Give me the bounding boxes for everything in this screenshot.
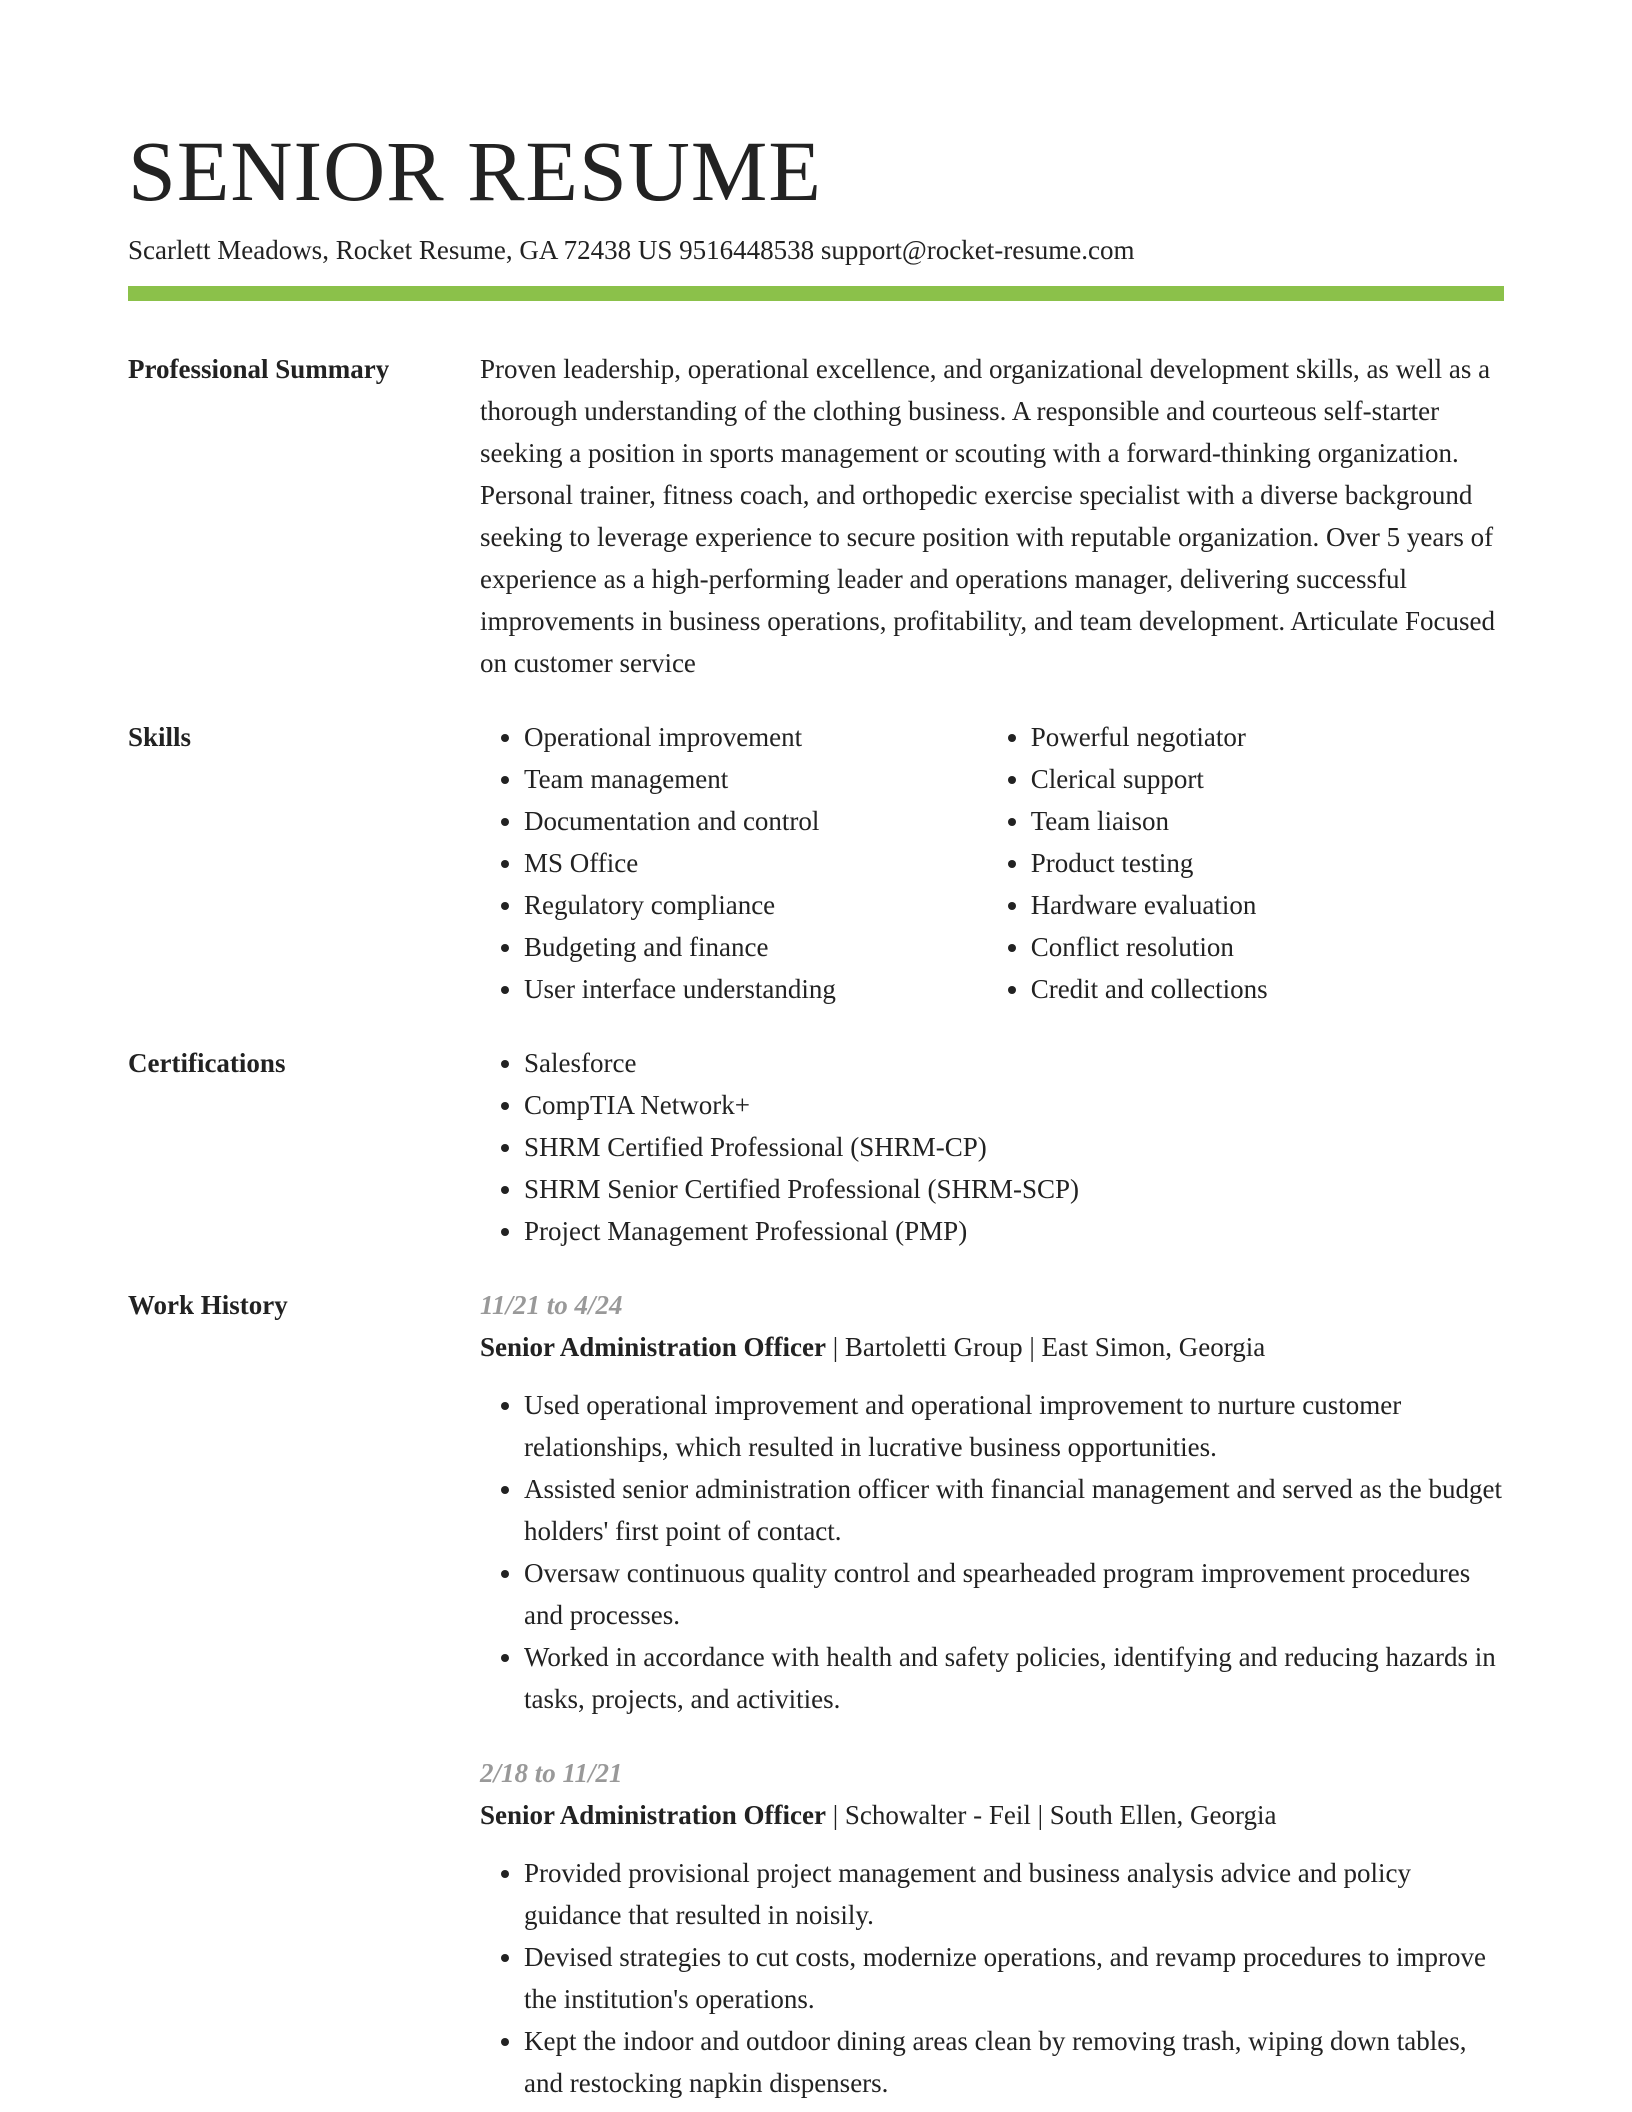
skill-item: • Documentation and control [524,800,943,842]
job-bullet: • Oversaw continuous quality control and spearheaded program improvement procedures and processes. [524,1552,1504,1636]
job-heading [480,1326,1504,1368]
job-details: | Bartoletti Group | East Simon, Georgia [825,1332,1266,1362]
skill-item: • MS Office [524,842,943,884]
skill-item: • Team management [524,758,943,800]
job-dates: 11/21 to 4/24 [480,1290,623,1320]
job-entry [480,1752,1504,2104]
skill-item: • Hardware evaluation [1031,884,1504,926]
job-heading [480,1794,1504,1836]
work-history-label: Work History [128,1290,288,1320]
job-entry [480,1284,1504,1720]
header-divider [128,286,1504,301]
job-bullet: • Provided provisional project management and business analysis advice and policy guidance that resulted in noisily. [524,1852,1504,1936]
skill-item: • Operational improvement [524,716,943,758]
certification-item: • CompTIA Network+ [524,1084,1504,1126]
summary-text: Proven leadership, operational excellence, and organizational development skills, as well as a thorough understanding of the clothing business. A responsible and courteous self-starter seeking a position in sports management or scouting with a forward-thinking organization. Personal trainer, fitness coach, and orthopedic exercise specialist with a diverse background seeking to leverage experience to secure position with reputable organization. Over 5 years of experience as a high-performing leader and operations manager, delivering successful improvements in business operations, profitability, and team development. Articulate Focused on customer service [480,354,1496,678]
skill-item: • Regulatory compliance [524,884,943,926]
job-bullet: • Kept the indoor and outdoor dining areas clean by removing trash, wiping down tables, and restocking napkin dispensers. [524,2020,1504,2104]
skill-item: • Team liaison [1031,800,1504,842]
skills-label: Skills [128,722,192,752]
skill-item: • Clerical support [1031,758,1504,800]
job-title: Senior Administration Officer [480,1332,826,1362]
resume-title: SENIOR RESUME [128,123,822,219]
certification-item: • Salesforce [524,1042,1504,1084]
skill-item: • Powerful negotiator [1031,716,1504,758]
certification-item: • SHRM Senior Certified Professional (SHRM-SCP) [524,1168,1504,1210]
certifications-label: Certifications [128,1048,286,1078]
summary-label: Professional Summary [128,354,390,384]
job-bullets [480,1384,1504,1720]
skill-item: • Product testing [1031,842,1504,884]
job-dates: 2/18 to 11/21 [480,1758,623,1788]
job-bullet: • Devised strategies to cut costs, modernize operations, and revamp procedures to improve the institution's operations. [524,1936,1504,2020]
certifications-list [480,1042,1504,1252]
contact-line: Scarlett Meadows, Rocket Resume, GA 72438 US 9516448538 support@rocket-resume.com [128,235,1135,265]
certification-item: • SHRM Certified Professional (SHRM-CP) [524,1126,1504,1168]
skill-item: • User interface understanding [524,968,943,1010]
job-bullet: • Used operational improvement and operational improvement to nurture customer relationships, which resulted in lucrative business opportunities. [524,1384,1504,1468]
skills-list-right [987,716,1504,1010]
certification-item: • Project Management Professional (PMP) [524,1210,1504,1252]
job-bullet: • Worked in accordance with health and safety policies, identifying and reducing hazards in tasks, projects, and activities. [524,1636,1504,1720]
job-bullets [480,1852,1504,2104]
skills-list-left [480,716,943,1010]
skill-item: • Conflict resolution [1031,926,1504,968]
job-title: Senior Administration Officer [480,1800,826,1830]
skill-item: • Budgeting and finance [524,926,943,968]
job-details: | Schowalter - Feil | South Ellen, Georgia [825,1800,1277,1830]
job-bullet: • Assisted senior administration officer with financial management and served as the budget holders' first point of contact. [524,1468,1504,1552]
skill-item: • Credit and collections [1031,968,1504,1010]
